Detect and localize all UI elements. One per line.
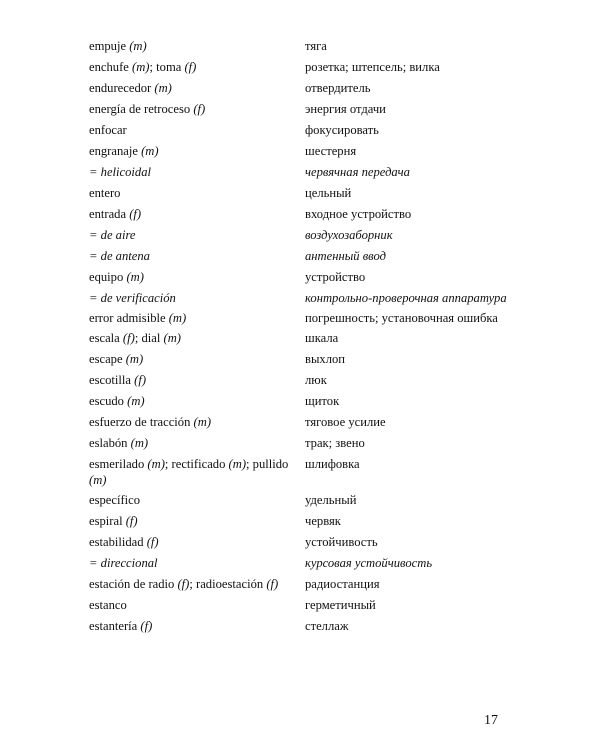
glossary-entry bbox=[89, 576, 529, 592]
russian-translation bbox=[305, 372, 529, 388]
russian-translation bbox=[305, 227, 529, 243]
spanish-term bbox=[89, 456, 305, 488]
spanish-term-segment: empuje bbox=[89, 39, 130, 53]
russian-translation bbox=[305, 618, 529, 634]
russian-translation-segment: отвердитель bbox=[305, 81, 371, 95]
spanish-term-segment: (m) bbox=[129, 39, 147, 53]
spanish-term-segment: = direccional bbox=[89, 556, 158, 570]
glossary-entry bbox=[89, 248, 529, 264]
russian-translation-segment: курсовая устойчивость bbox=[305, 556, 433, 570]
spanish-term-segment: estación de radio bbox=[89, 577, 178, 591]
spanish-term-segment: estanco bbox=[89, 598, 127, 612]
glossary-entry bbox=[89, 269, 529, 285]
spanish-term bbox=[89, 290, 305, 306]
spanish-term-segment: (m) bbox=[130, 436, 149, 450]
spanish-term-segment: (m) bbox=[141, 144, 159, 158]
russian-translation-segment: шестерня bbox=[305, 144, 357, 158]
spanish-term-segment: (m) bbox=[127, 394, 145, 408]
glossary-entry bbox=[89, 351, 529, 367]
spanish-term-segment: ; pullido bbox=[246, 457, 289, 471]
russian-translation-segment: люк bbox=[305, 373, 327, 387]
russian-translation-segment: погрешность; установочная ошибка bbox=[305, 311, 498, 325]
glossary-entry bbox=[89, 80, 529, 96]
spanish-term-segment: (f) bbox=[129, 207, 142, 221]
russian-translation bbox=[305, 206, 529, 222]
spanish-term-segment: escudo bbox=[89, 394, 128, 408]
glossary-entry bbox=[89, 122, 529, 138]
spanish-term-segment: (m) bbox=[228, 457, 247, 471]
spanish-term-segment: esfuerzo de tracción bbox=[89, 415, 194, 429]
spanish-term bbox=[89, 227, 305, 243]
russian-translation-segment: червяк bbox=[305, 514, 341, 528]
russian-translation bbox=[305, 310, 529, 326]
spanish-term-segment: (f) bbox=[122, 331, 135, 345]
russian-translation bbox=[305, 80, 529, 96]
glossary-entry bbox=[89, 206, 529, 222]
russian-translation-segment: розетка; штепсель; вилка bbox=[305, 60, 440, 74]
spanish-term-segment: estabilidad bbox=[89, 535, 147, 549]
spanish-term-segment: (m) bbox=[168, 311, 187, 325]
spanish-term-segment: escape bbox=[89, 352, 126, 366]
russian-translation-segment: тяговое усилие bbox=[305, 415, 386, 429]
spanish-term-segment: error admisible bbox=[89, 311, 169, 325]
spanish-term bbox=[89, 101, 305, 117]
spanish-term-segment: ; dial bbox=[134, 331, 164, 345]
russian-translation bbox=[305, 393, 529, 409]
glossary-entry bbox=[89, 227, 529, 243]
spanish-term-segment: (m) bbox=[126, 270, 144, 284]
glossary-entry bbox=[89, 414, 529, 430]
spanish-term bbox=[89, 248, 305, 264]
russian-translation bbox=[305, 414, 529, 430]
glossary-entry bbox=[89, 555, 529, 571]
russian-translation bbox=[305, 435, 529, 451]
glossary-entry bbox=[89, 393, 529, 409]
russian-translation bbox=[305, 38, 529, 54]
russian-translation bbox=[305, 122, 529, 138]
spanish-term bbox=[89, 576, 305, 592]
spanish-term-segment: (m) bbox=[125, 352, 144, 366]
glossary-entry bbox=[89, 290, 529, 306]
glossary-entry bbox=[89, 513, 529, 529]
spanish-term bbox=[89, 122, 305, 138]
russian-translation-segment: шкала bbox=[305, 331, 339, 345]
russian-translation bbox=[305, 456, 529, 472]
russian-translation-segment: контрольно-проверочная аппаратура bbox=[305, 291, 507, 305]
spanish-term-segment: (m) bbox=[193, 415, 212, 429]
russian-translation bbox=[305, 185, 529, 201]
spanish-term bbox=[89, 330, 305, 346]
spanish-term-segment: (f) bbox=[177, 577, 190, 591]
spanish-term bbox=[89, 618, 305, 634]
russian-translation-segment: антенный ввод bbox=[305, 249, 386, 263]
russian-translation bbox=[305, 248, 529, 264]
spanish-term-segment: (m) bbox=[147, 457, 165, 471]
spanish-term-segment: ; radioestación bbox=[189, 577, 267, 591]
glossary-entry bbox=[89, 143, 529, 159]
spanish-term bbox=[89, 597, 305, 613]
spanish-term-segment: (f) bbox=[140, 619, 153, 633]
spanish-term-segment: (f) bbox=[193, 102, 206, 116]
spanish-term-segment: escala bbox=[89, 331, 123, 345]
glossary-entry bbox=[89, 597, 529, 613]
russian-translation bbox=[305, 492, 529, 508]
spanish-term-segment: específico bbox=[89, 493, 141, 507]
spanish-term-segment: enfocar bbox=[89, 123, 127, 137]
spanish-term-segment: (f) bbox=[266, 577, 279, 591]
spanish-term bbox=[89, 414, 305, 430]
russian-translation-segment: стеллаж bbox=[305, 619, 349, 633]
spanish-term-segment: enchufe bbox=[89, 60, 133, 74]
spanish-term-segment: entrada bbox=[89, 207, 130, 221]
spanish-term bbox=[89, 206, 305, 222]
spanish-term bbox=[89, 534, 305, 550]
glossary-entry bbox=[89, 101, 529, 117]
russian-translation-segment: тяга bbox=[305, 39, 327, 53]
spanish-term bbox=[89, 59, 305, 75]
glossary-entry bbox=[89, 534, 529, 550]
russian-translation bbox=[305, 101, 529, 117]
russian-translation bbox=[305, 59, 529, 75]
russian-translation-segment: герметичный bbox=[305, 598, 376, 612]
spanish-term-segment: energía de retroceso bbox=[89, 102, 194, 116]
spanish-term bbox=[89, 513, 305, 529]
spanish-term-segment: engranaje bbox=[89, 144, 142, 158]
spanish-term-segment: (f) bbox=[146, 535, 159, 549]
glossary-entry bbox=[89, 330, 529, 346]
russian-translation bbox=[305, 351, 529, 367]
spanish-term-segment: espiral bbox=[89, 514, 126, 528]
spanish-term bbox=[89, 80, 305, 96]
russian-translation bbox=[305, 269, 529, 285]
spanish-term-segment: = helicoidal bbox=[89, 165, 152, 179]
russian-translation-segment: фокусировать bbox=[305, 123, 379, 137]
russian-translation-segment: радиостанция bbox=[305, 577, 380, 591]
spanish-term bbox=[89, 372, 305, 388]
spanish-term-segment: endurecedor bbox=[89, 81, 155, 95]
spanish-term-segment: = de antena bbox=[89, 249, 150, 263]
spanish-term-segment: (f) bbox=[125, 514, 138, 528]
russian-translation bbox=[305, 143, 529, 159]
russian-translation-segment: трак; звено bbox=[305, 436, 365, 450]
russian-translation bbox=[305, 164, 529, 180]
glossary-entry bbox=[89, 456, 529, 488]
spanish-term bbox=[89, 164, 305, 180]
russian-translation-segment: цельный bbox=[305, 186, 352, 200]
russian-translation-segment: червячная передача bbox=[305, 165, 410, 179]
spanish-term-segment: = de aire bbox=[89, 228, 136, 242]
glossary-entry bbox=[89, 59, 529, 75]
spanish-term bbox=[89, 38, 305, 54]
russian-translation-segment: входное устройство bbox=[305, 207, 412, 221]
spanish-term bbox=[89, 435, 305, 451]
russian-translation-segment: воздухозаборник bbox=[305, 228, 393, 242]
spanish-term bbox=[89, 492, 305, 508]
spanish-term-segment: equipo bbox=[89, 270, 127, 284]
russian-translation-segment: щиток bbox=[305, 394, 340, 408]
russian-translation-segment: устройство bbox=[305, 270, 366, 284]
russian-translation-segment: удельный bbox=[305, 493, 357, 507]
glossary-entries bbox=[89, 38, 529, 639]
spanish-term-segment: = de verificación bbox=[89, 291, 176, 305]
glossary-entry bbox=[89, 492, 529, 508]
glossary-entry bbox=[89, 618, 529, 634]
glossary-entry bbox=[89, 164, 529, 180]
spanish-term-segment: (m) bbox=[154, 81, 172, 95]
spanish-term bbox=[89, 269, 305, 285]
russian-translation bbox=[305, 576, 529, 592]
spanish-term-segment: entero bbox=[89, 186, 121, 200]
spanish-term-segment: estantería bbox=[89, 619, 141, 633]
spanish-term-segment: (f) bbox=[184, 60, 197, 74]
spanish-term-segment: (f) bbox=[134, 373, 147, 387]
glossary-entry bbox=[89, 185, 529, 201]
russian-translation-segment: выхлоп bbox=[305, 352, 346, 366]
spanish-term bbox=[89, 351, 305, 367]
spanish-term-segment: (m) bbox=[132, 60, 150, 74]
spanish-term-segment: eslabón bbox=[89, 436, 131, 450]
spanish-term-segment: escotilla bbox=[89, 373, 135, 387]
russian-translation bbox=[305, 555, 529, 571]
page-number: 17 bbox=[484, 713, 498, 728]
spanish-term-segment: ; toma bbox=[149, 60, 185, 74]
spanish-term-segment: (m) bbox=[163, 331, 181, 345]
glossary-entry bbox=[89, 435, 529, 451]
spanish-term bbox=[89, 310, 305, 326]
russian-translation-segment: энергия отдачи bbox=[305, 102, 386, 116]
spanish-term bbox=[89, 143, 305, 159]
russian-translation bbox=[305, 513, 529, 529]
russian-translation bbox=[305, 534, 529, 550]
spanish-term-segment: ; rectificado bbox=[164, 457, 229, 471]
russian-translation-segment: устойчивость bbox=[305, 535, 378, 549]
spanish-term bbox=[89, 393, 305, 409]
russian-translation-segment: шлифовка bbox=[305, 457, 360, 471]
glossary-entry bbox=[89, 38, 529, 54]
spanish-term bbox=[89, 185, 305, 201]
spanish-term bbox=[89, 555, 305, 571]
russian-translation bbox=[305, 290, 529, 306]
glossary-entry bbox=[89, 372, 529, 388]
spanish-term-segment: esmerilado bbox=[89, 457, 148, 471]
spanish-term-segment: (m) bbox=[89, 473, 107, 487]
glossary-entry bbox=[89, 310, 529, 326]
russian-translation bbox=[305, 597, 529, 613]
russian-translation bbox=[305, 330, 529, 346]
